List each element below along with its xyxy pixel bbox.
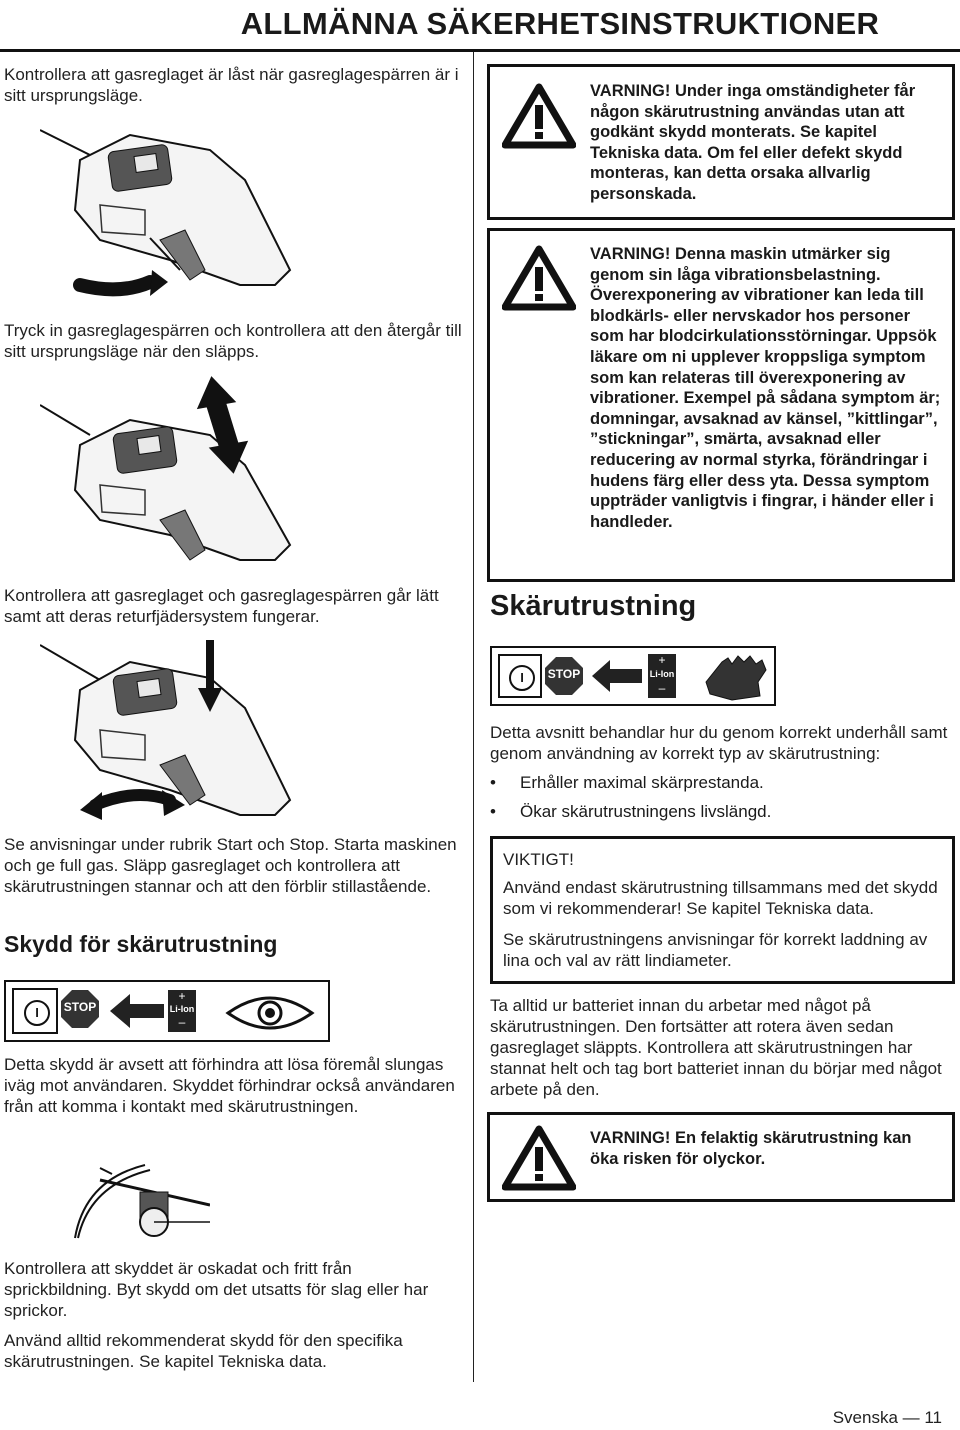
heading-guard: Skydd för skärutrustning xyxy=(4,931,278,957)
page-title: ALLMÄNNA SÄKERHETSINSTRUKTIONER xyxy=(240,6,880,41)
paragraph-start-stop: Se anvisningar under rubrik Start och Stop. Starta maskinen och ge full gas. Släpp gasreglaget och kontrollera att skärutrustningen stannar och att den förblir stillastående. xyxy=(4,835,457,896)
important-text-2: Se skärutrustningens anvisningar för korrekt laddning av lina och val av rätt lindiameter. xyxy=(503,930,928,970)
heading-cutting-equipment: Skärutrustning xyxy=(490,590,697,622)
remove-arrow-icon xyxy=(592,660,642,692)
warning-triangle-icon xyxy=(502,83,576,149)
warning-text-guard: VARNING! Under inga omständigheter får någon skärutrustning användas utan att godkänt skydd monterats. Se kapitel Tekniska data. Om fel eller defekt skydd monteras, kan detta orsaka allvarlig personskada. xyxy=(590,82,916,203)
battery-minus: – xyxy=(658,681,666,695)
important-title: VIKTIGT! xyxy=(503,850,574,869)
battery-label: Li-Ion xyxy=(169,1004,195,1014)
bullet-item xyxy=(490,772,950,793)
power-symbol: I xyxy=(509,665,535,691)
guard-symbol-bar xyxy=(4,980,330,1042)
battery-minus: – xyxy=(178,1015,186,1029)
paragraph-guard-recommended: Använd alltid rekommenderat skydd för den specifika skärutrustningen. Se kapitel Tekniska data. xyxy=(4,1331,403,1371)
paragraph-press-lock: Tryck in gasreglagespärren och kontrollera att den återgår till sitt ursprungsläge när den släpps. xyxy=(4,321,462,361)
bullet-dot: • xyxy=(490,773,496,792)
title-rule xyxy=(0,49,960,52)
stop-sign-label: STOP xyxy=(63,1000,97,1014)
battery-icon xyxy=(648,654,676,698)
power-switch-icon xyxy=(12,988,58,1034)
remove-arrow-icon xyxy=(110,994,164,1028)
power-symbol: I xyxy=(24,1000,50,1026)
protective-glove-icon xyxy=(702,652,768,702)
page-footer: Svenska — 11 xyxy=(832,1408,942,1427)
power-switch-icon xyxy=(498,654,542,698)
bullet-text: Ökar skärutrustningens livslängd. xyxy=(520,802,772,821)
warning-box-cutting xyxy=(487,1112,955,1202)
important-text-1: Använd endast skärutrustning tillsammans med det skydd som vi rekommenderar! Se kapitel Tekniska data. xyxy=(503,878,938,918)
paragraph-guard-purpose: Detta skydd är avsett att förhindra att lösa föremål slungas iväg mot användaren. Skyddet förhindrar också användaren från att komma i kontakt med skärutrustningen. xyxy=(4,1055,455,1116)
warning-box-vibration xyxy=(487,228,955,582)
warning-triangle-icon xyxy=(502,245,576,311)
paragraph-throttle-easy: Kontrollera att gasreglaget och gasreglagespärren går lätt samt att deras returfjädersystem fungerar. xyxy=(4,586,439,626)
battery-plus: + xyxy=(178,989,186,1003)
cutting-symbol-bar xyxy=(490,646,776,706)
handle-illustration-1 xyxy=(40,110,340,310)
bullet-item xyxy=(490,801,950,822)
column-divider xyxy=(473,52,474,1382)
warning-box-guard xyxy=(487,64,955,220)
warning-triangle-icon xyxy=(502,1125,576,1191)
handle-illustration-2 xyxy=(40,375,340,580)
paragraph-throttle-lock: Kontrollera att gasreglaget är låst när gasreglagespärren är i sitt ursprungsläge. xyxy=(4,65,459,105)
bullet-text: Erhåller maximal skärprestanda. xyxy=(520,773,764,792)
trimmer-guard-illustration xyxy=(70,1160,210,1240)
paragraph-cutting-intro: Detta avsnitt behandlar hur du genom korrekt underhåll samt genom användning av korrekt typ av skärutrustning: xyxy=(490,723,948,763)
bullet-dot: • xyxy=(490,802,496,821)
paragraph-remove-battery: Ta alltid ur batteriet innan du arbetar med något på skärutrustningen. Den fortsätter att rotera även sedan gasreglaget släppts. Kontrollera att skärutrustningen har stannat helt och tag bort batteriet innan du börjar med något arbete på den. xyxy=(490,996,942,1099)
important-box xyxy=(490,836,955,984)
warning-text-vibration: VARNING! Denna maskin utmärker sig genom sin låga vibrationsbelastning. Överexponering av vibrationer kan leda till blodkärls- eller nervskador hos personer som har blodcirkulationsstörningar. Uppsök läkare om ni upplever kroppsliga symptom som kan relateras till överexponering av vibrationer. Exempel på sådana symptom är; domningar, avsaknad av känsel, ”kittlingar”, ”stickningar”, smärta, avsaknad eller reducering av normal styrka, förändringar i hudens färg eller dess yta. Dessa symptom uppträder vanligtvis i fingrar, i händer eller i handleder. xyxy=(590,245,941,531)
stop-sign-label: STOP xyxy=(547,667,581,681)
battery-icon xyxy=(168,990,196,1032)
paragraph-guard-check: Kontrollera att skyddet är oskadat och fritt från sprickbildning. Byt skydd om det utsatts för slag eller har sprickor. xyxy=(4,1259,429,1320)
battery-label: Li-Ion xyxy=(649,669,675,679)
eye-protection-icon xyxy=(220,988,320,1038)
handle-illustration-3 xyxy=(40,640,340,830)
warning-text-cutting: VARNING! En felaktig skärutrustning kan öka risken för olyckor. xyxy=(590,1129,912,1168)
battery-plus: + xyxy=(658,653,666,667)
